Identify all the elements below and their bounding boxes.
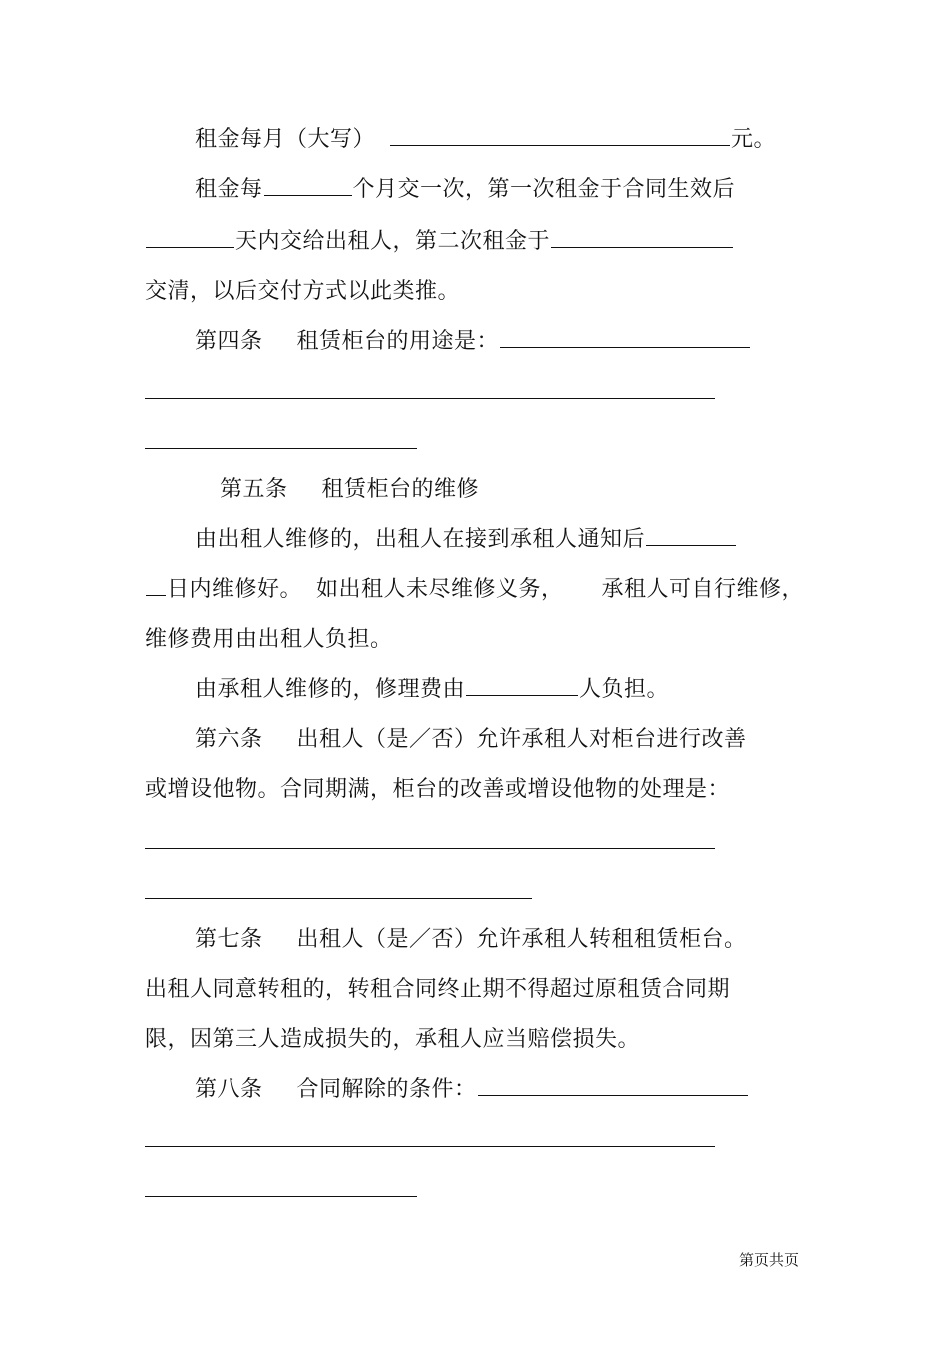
article-7-continuation-2: 限，因第三人造成损失的，承租人应当赔偿损失。 [145,1027,641,1052]
improvement-blank-line-2[interactable] [145,898,532,899]
article-5-text: 租赁柜台的维修 [321,477,480,502]
repair-lessee-line [195,670,669,710]
repair-payer-blank[interactable] [466,671,578,696]
usage-blank-line-2[interactable] [145,398,715,399]
article-4-line [195,322,751,362]
article-6-continuation: 或增设他物。合同期满，柜台的改善或增设他物的处理是： [145,777,731,802]
days-blank[interactable] [146,223,234,248]
article-7-line [195,920,747,960]
repair-days-blank-cont[interactable] [146,571,166,596]
improvement-blank-line-1[interactable] [145,848,715,849]
rent-frequency-line [195,170,735,210]
article-4-number: 第四条 [195,329,263,354]
repair-days-text-c: 承租人可自行维修， [601,577,805,602]
article-7-number: 第七条 [195,927,263,952]
article-6-text: 出租人（是／否）允许承租人对柜台进行改善 [296,727,747,752]
usage-blank[interactable] [500,323,750,348]
repair-lessor-line [195,520,737,560]
usage-blank-line-3[interactable] [145,448,417,449]
article-7-continuation-1: 出租人同意转租的，转租合同终止期不得超过原租赁合同期 [145,977,731,1002]
repair-days-line [145,570,804,610]
termination-blank-line-2[interactable] [145,1146,715,1147]
repair-days-blank[interactable] [646,521,736,546]
termination-blank-line-3[interactable] [145,1196,417,1197]
rent-monthly-label: 租金每月（大写） [195,127,376,152]
page-number-footer: 第页共页 [739,1251,800,1269]
rent-every-text: 租金每 [195,177,263,202]
article-8-line [195,1070,749,1110]
article-7-text: 出租人（是／否）允许承租人转租租赁柜台。 [296,927,747,952]
repair-days-text-a: 日内维修好。 [167,577,303,602]
article-4-text: 租赁柜台的用途是： [296,329,500,354]
repair-lessor-text: 由出租人维修的，出租人在接到承租人通知后 [195,527,646,552]
repair-lessee-text-a: 由承租人维修的，修理费由 [195,677,466,702]
article-5-heading [220,470,479,510]
rent-monthly-line [195,120,776,160]
repair-days-text-b: 如出租人未尽维修义务， [316,577,564,602]
repair-lessee-text-b: 人负担。 [579,677,670,702]
article-6-line [195,720,747,760]
article-8-number: 第八条 [195,1077,263,1102]
rent-amount-blank[interactable] [390,121,730,146]
article-5-number: 第五条 [220,477,288,502]
rent-monthly-unit: 元。 [731,127,777,152]
days-text: 天内交给出租人，第二次租金于 [235,229,551,254]
article-6-number: 第六条 [195,727,263,752]
article-8-text: 合同解除的条件： [296,1077,477,1102]
second-payment-blank[interactable] [551,223,733,248]
months-blank[interactable] [264,171,352,196]
settle-line: 交清，以后交付方式以此类推。 [145,279,461,304]
rent-every-tail-text: 个月交一次，第一次租金于合同生效后 [352,177,736,202]
termination-blank[interactable] [478,1071,748,1096]
repair-cost-line: 维修费用由出租人负担。 [145,627,393,652]
first-payment-line [145,222,734,262]
